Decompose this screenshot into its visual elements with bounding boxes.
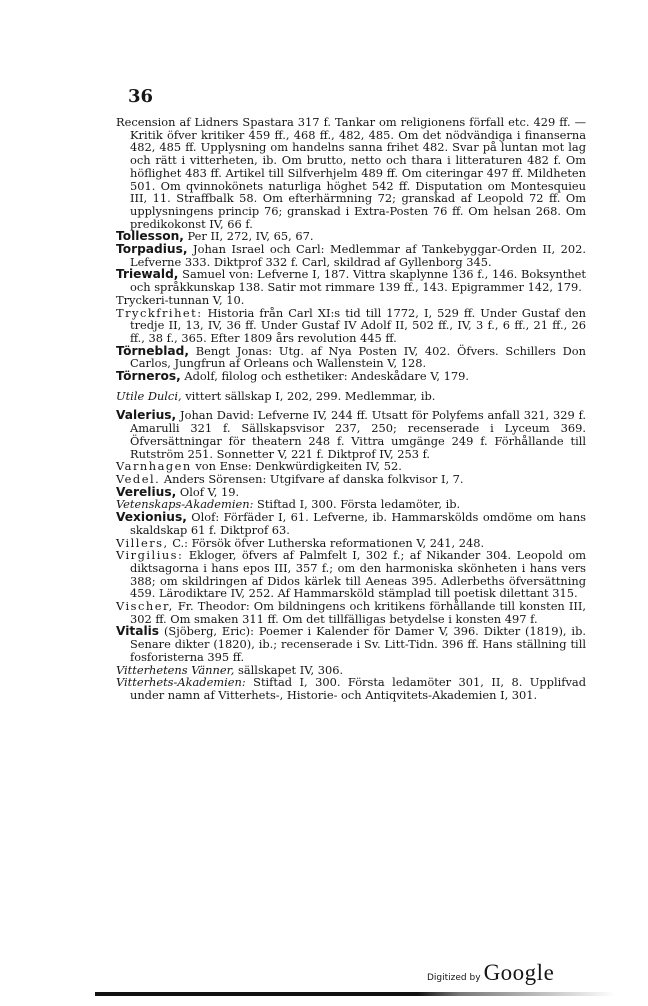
index-entry xyxy=(116,511,586,536)
index-entry xyxy=(116,243,586,268)
entry-text: (Sjöberg, Eric): Poemer i Kalender för Damer V, 396. Dikter (1819), ib. Senare dikter (1820), ib.; recenserade i Sv. Litt-Tidn. 396 ff. Hans ställning till fosforisterna 395 ff. xyxy=(130,624,586,664)
entry-headword: Vischer, xyxy=(116,599,174,614)
entry-headword: Vitterhetens Vänner, xyxy=(116,662,235,677)
bottom-rule xyxy=(95,992,615,996)
entry-headword: Vitterhets-Akademien: xyxy=(116,675,246,690)
index-entry xyxy=(116,600,586,625)
index-entry xyxy=(116,345,586,370)
entry-text: V, 10. xyxy=(212,292,245,307)
digitized-label: Digitized by xyxy=(427,973,481,983)
index-entry xyxy=(116,116,586,230)
entry-headword: Vitalis xyxy=(116,624,160,639)
entry-headword: Virgilius: xyxy=(116,548,184,563)
index-entry xyxy=(116,409,586,460)
entry-text: von Ense: Denkwürdigkeiten IV, 52. xyxy=(195,459,402,474)
entry-text: Stiftad I, 300. Första ledamöter 301, II, 8. Upplifvad under namn af Vitterhets-, Historie- och Antiqvitets-Akademien I, 301. xyxy=(130,675,586,702)
entry-headword: Törneblad, xyxy=(116,343,189,358)
entry-headword: Tryckfrihet: xyxy=(116,305,203,320)
entry-text: Ekloger, öfvers af Palmfelt I, 302 f.; af Nikander 304. Leopold om diktsagorna i hans epos III, 357 f.; om den harmoniska skönheten i hans vers 388; om skildringen af Didos kärlek till Aeneas 395. Adlerbeths öfversättning 459. Lärodiktare IV, 252. Af Hammarsköld stämplad till poetisk dilettant 315. xyxy=(130,548,586,601)
entry-text: Adolf, filolog och esthetiker: Andeskådare V, 179. xyxy=(184,369,470,384)
entry-headword: Utile Dulci, xyxy=(116,388,182,403)
entry-headword: Vetenskaps-Akademien: xyxy=(116,497,254,512)
entry-text: Samuel von: Lefverne I, 187. Vittra skaplynne 136 f., 146. Boksynthet och språkkunskap 138. Satir mot rimmare 139 ff., 143. Epigrammer 142, 179. xyxy=(130,267,587,295)
entry-headword: Vexionius, xyxy=(116,510,187,525)
entry-text: Johan David: Lefverne IV, 244 ff. Utsatt för Polyfems anfall 321, 329 f. Amarulli 321 f. Sällskapsvisor 237, 250; recenserade i Lyceum 369. Öfversättningar för theatern 248 f. Vittra umgänge 249 f. Förhållande till Rutström 251. Sonnetter V, 221 f. Diktprof IV, 253 f. xyxy=(130,408,586,461)
entry-text: Olof: Förfäder I, 61. Lefverne, ib. Hammarskölds omdöme om hans skaldskap 61 f. Diktprof 63. xyxy=(130,510,586,537)
entry-text: Bengt Jonas: Utg. af Nya Posten IV, 402. Öfvers. Schillers Don Carlos, Jungfrun af Orleans och Wallenstein V, 128. xyxy=(130,343,586,371)
entry-text: C.: Försök öfver Lutherska reformationen V, 241, 248. xyxy=(172,535,485,550)
entry-headword: Valerius, xyxy=(116,408,177,423)
entry-headword: Triewald, xyxy=(116,267,179,282)
index-entry xyxy=(116,625,586,663)
entry-text: Olof V, 19. xyxy=(179,484,240,499)
index-entry xyxy=(116,307,586,345)
entry-headword: Vedel. xyxy=(116,471,161,486)
entry-text: Stiftad I, 300. Första ledamöter, ib. xyxy=(257,497,461,512)
page-number: 36 xyxy=(128,86,154,107)
entry-text: Recension af Lidners Spastara 317 f. Tankar om religionens förfall etc. 429 ff. — Kritik öfver kritiker 459 ff., 468 ff., 482, 485. Om det nödvändiga i finanserna 482, 485 ff. Upplysning om handelns sanna frihet 482. Svar på luntan mot lag och rätt i vitterheten, ib. Om brutto, netto och thara i litteraturen 482 f. Om höflighet 483 ff. Artikel till Silfverhjelm 489 ff. Om citeringar 497 ff. Mildheten 501. Om qvinnokönets naturliga höghet 542 ff. Disputation om Montesquieu III, 11. Straffbalk 58. Om efterhärmning 72; granskad af Leopold 72 ff. Om upplysningens princip 76; granskad i Extra-Posten 76 ff. Om helsan 268. Om predikokonst IV, 66 f. xyxy=(116,115,586,231)
entry-headword: Tollesson, xyxy=(116,229,184,244)
entry-text: Per II, 272, IV, 65, 67. xyxy=(187,229,314,244)
entry-headword: Tryckeri-tunnan xyxy=(116,292,210,307)
entry-text: Anders Sörensen: Utgifvare af danska folkvisor I, 7. xyxy=(163,471,464,486)
index-entry xyxy=(116,370,586,383)
index-entry xyxy=(116,549,586,600)
entry-text: Johan Israel och Carl: Medlemmar af Tankebyggar-Orden II, 202. Lefverne 333. Diktprof 332 f. Carl, skildrad af Gyllenborg 345. xyxy=(130,242,586,269)
index-body xyxy=(116,116,586,702)
entry-text: Historia från Carl XI:s tid till 1772, I, 529 ff. Under Gustaf den tredje II, 13, IV, 36 ff. Under Gustaf IV Adolf II, 502 ff., IV, 3 f., 6 ff., 21 ff., 26 ff., 38 f., 365. Efter 1809 års revolution 445 ff. xyxy=(130,305,586,345)
index-entry xyxy=(116,676,586,701)
entry-headword: Verelius, xyxy=(116,484,177,499)
index-entry xyxy=(116,268,586,293)
entry-text: sällskapet IV, 306. xyxy=(238,662,344,677)
entry-headword: Torpadius, xyxy=(116,242,188,257)
digitized-by-google-mark xyxy=(427,960,554,986)
google-logo: Google xyxy=(483,960,555,985)
entry-headword: Törneros, xyxy=(116,369,181,384)
entry-text: vittert sällskap I, 202, 299. Medlemmar, ib. xyxy=(185,388,436,403)
entry-text: Fr. Theodor: Om bildningens och kritikens förhållande till konsten III, 302 ff. Om smaken 311 ff. Om det tillfälligas betydelse i konsten 497 f. xyxy=(130,599,586,626)
index-entry xyxy=(116,390,586,403)
entry-headword: Varnhagen xyxy=(116,459,192,474)
entry-headword: Villers, xyxy=(116,535,169,550)
